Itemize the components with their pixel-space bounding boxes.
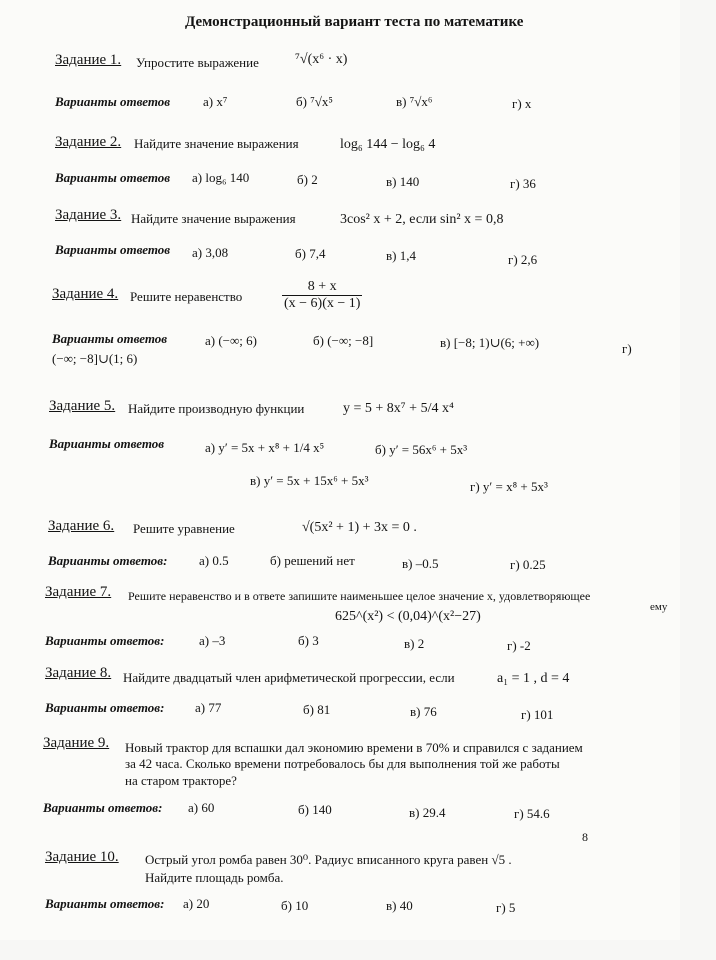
- task-4-option-a: а) (−∞; 6): [205, 333, 257, 348]
- task-8-text: Найдите двадцатый член арифметической прогрессии, если: [123, 670, 455, 685]
- task-3-option-c: в) 1,4: [386, 248, 416, 263]
- task-9-label: Задание 9.: [43, 735, 110, 751]
- task-10-option-a: а) 20: [183, 896, 210, 911]
- task-8-option-d: г) 101: [521, 707, 554, 722]
- task-9-text-line3: на старом тракторе?: [125, 773, 237, 788]
- task-6-option-c: в) –0.5: [402, 556, 439, 571]
- task-9-answers-label: Варианты ответов:: [43, 800, 163, 815]
- task-7-text: Решите неравенство и в ответе запишите наименьшее целое значение х, удовлетворяющее: [128, 589, 591, 603]
- task-2-option-a: а) log₆ 140: [192, 170, 250, 185]
- task-9-option-c: в) 29.4: [409, 805, 446, 820]
- task-9-text-line2: за 42 часа. Сколько времени потребовалось бы для выполнения той же работы: [125, 756, 560, 771]
- task-7-answers-label: Варианты ответов:: [45, 633, 165, 648]
- task-8-answers-label: Варианты ответов:: [45, 700, 165, 715]
- task-2-option-d: г) 36: [510, 176, 536, 191]
- task-9-option-a: а) 60: [188, 800, 215, 815]
- task-3-text: Найдите значение выражения: [131, 211, 296, 226]
- task-4-label: Задание 4.: [52, 286, 119, 302]
- task-4-answers-label: Варианты ответов: [52, 331, 168, 346]
- task-6-option-b: б) решений нет: [270, 553, 355, 568]
- task-3-option-d: г) 2,6: [508, 252, 538, 267]
- task-4-option-b: б) (−∞; −8]: [313, 333, 374, 348]
- task-2-label: Задание 2.: [55, 134, 122, 150]
- task-8-expression: a₁ = 1 , d = 4: [497, 671, 570, 686]
- task-6-option-a: а) 0.5: [199, 553, 229, 568]
- task-1-option-c: в) ⁷√x⁶: [396, 94, 433, 109]
- task-6-answers-label: Варианты ответов:: [48, 553, 168, 568]
- task-4-expression: [282, 279, 362, 312]
- task-7-option-b: б) 3: [298, 633, 319, 648]
- task-1-label: Задание 1.: [55, 52, 122, 68]
- task-5-option-d: г) y′ = x⁸ + 5x³: [470, 479, 548, 494]
- task-3-label: Задание 3.: [55, 207, 122, 223]
- task-7-label: Задание 7.: [45, 584, 112, 600]
- task-3-answers-label: Варианты ответов: [55, 242, 171, 257]
- task-1-option-d: г) x: [512, 96, 532, 111]
- task-10-option-c: в) 40: [386, 898, 413, 913]
- task-2-option-b: б) 2: [297, 172, 318, 187]
- task-7-option-a: а) –3: [199, 633, 226, 648]
- task-4-denominator: (x − 6)(x − 1): [284, 296, 361, 311]
- task-3-expression: 3cos² x + 2, если sin² x = 0,8: [340, 212, 504, 227]
- task-2-option-c: в) 140: [386, 174, 420, 189]
- task-7-option-c: в) 2: [404, 636, 425, 651]
- task-2-answers-label: Варианты ответов: [55, 170, 171, 185]
- task-6-expression: √(5x² + 1) + 3x = 0 .: [302, 520, 417, 535]
- task-3-option-a: а) 3,08: [192, 245, 229, 260]
- task-2-expression: log₆ 144 − log₆ 4: [340, 137, 436, 152]
- task-5-option-c: в) y′ = 5x + 15x⁶ + 5x³: [250, 473, 369, 488]
- task-1-answers-label: Варианты ответов: [55, 94, 171, 109]
- task-8-option-b: б) 81: [303, 702, 331, 717]
- task-5-label: Задание 5.: [49, 398, 116, 414]
- task-10-option-d: г) 5: [496, 900, 516, 915]
- task-6-option-d: г) 0.25: [510, 557, 546, 572]
- task-10-text-line2: Найдите площадь ромба.: [145, 870, 284, 885]
- task-8-option-c: в) 76: [410, 704, 437, 719]
- task-1-option-b: б) ⁷√x⁵: [296, 94, 333, 109]
- task-10-answers-label: Варианты ответов:: [45, 896, 165, 911]
- task-3-option-b: б) 7,4: [295, 246, 326, 261]
- task-4-option-d: (−∞; −8]∪(1; 6): [52, 351, 138, 366]
- task-5-option-a: а) y′ = 5x + x⁸ + 1/4 x⁵: [205, 440, 325, 455]
- task-4-option-c: в) [−8; 1)∪(6; +∞): [440, 335, 540, 350]
- task-4-option-d-label: г): [622, 341, 632, 356]
- task-10-text: Острый угол ромба равен 30⁰. Радиус вписанного круга равен √5 .: [145, 852, 512, 867]
- task-5-expression: y = 5 + 8x⁷ + 5/4 x⁴: [343, 401, 454, 416]
- task-4-text: Решите неравенство: [130, 289, 243, 304]
- page-number: 8: [582, 830, 588, 844]
- task-5-text: Найдите производную функции: [128, 401, 305, 416]
- task-10-label: Задание 10.: [45, 849, 119, 865]
- task-7-option-d: г) -2: [507, 638, 531, 653]
- task-7-expression: 625^(x²) < (0,04)^(x²−27): [335, 609, 481, 624]
- task-7-text-tail: ему: [650, 601, 668, 613]
- task-1-option-a: а) x⁷: [203, 94, 228, 109]
- task-5-answers-label: Варианты ответов: [49, 436, 165, 451]
- task-10-option-b: б) 10: [281, 898, 309, 913]
- task-1-text: Упростите выражение: [136, 55, 259, 70]
- task-1-expression: ⁷√(x⁶ · x): [295, 52, 348, 67]
- task-2-text: Найдите значение выражения: [134, 136, 299, 151]
- page-title: Демонстрационный вариант теста по математике: [185, 14, 524, 30]
- task-8-option-a: а) 77: [195, 700, 222, 715]
- task-4-numerator: 8 + x: [282, 279, 362, 296]
- task-6-text: Решите уравнение: [133, 521, 235, 536]
- task-9-text: Новый трактор для вспашки дал экономию времени в 70% и справился с заданием: [125, 740, 583, 755]
- task-8-label: Задание 8.: [45, 665, 112, 681]
- task-6-label: Задание 6.: [48, 518, 115, 534]
- task-9-option-b: б) 140: [298, 802, 332, 817]
- task-9-option-d: г) 54.6: [514, 806, 550, 821]
- task-5-option-b: б) y′ = 56x⁶ + 5x³: [375, 442, 468, 457]
